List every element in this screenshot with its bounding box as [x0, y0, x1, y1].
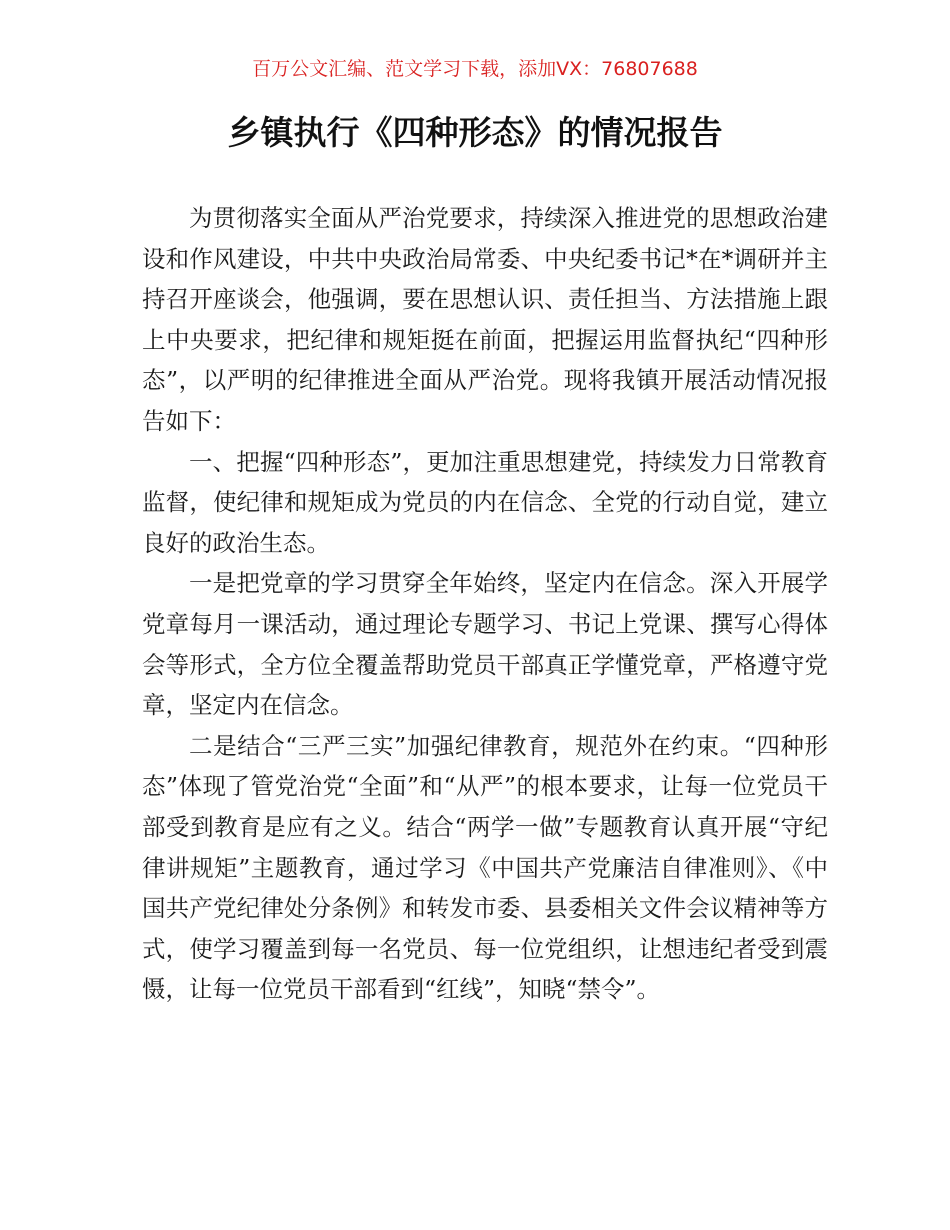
paragraph-section-one: 一、把握“四种形态”，更加注重思想建党，持续发力日常教育监督，使纪律和规矩成为党员的内在信念、全党的行动自觉，建立良好的政治生态。	[142, 447, 828, 557]
document-title: 乡镇执行《四种形态》的情况报告	[227, 113, 723, 152]
document-body	[142, 198, 828, 1010]
paragraph-item-two: 二是结合“三严三实”加强纪律教育，规范外在约束。“四种形态”体现了管党治党“全面”和“从严”的根本要求，让每一位党员干部受到教育是应有之义。结合“两学一做”专题教育认真开展“守纪律讲规矩”主题教育，通过学习《中国共产党廉洁自律准则》、《中国共产党纪律处分条例》和转发市委、县委相关文件会议精神等方式，使学习覆盖到每一名党员、每一位党组织，让想违纪者受到震慑，让每一位党员干部看到“红线”，知晓“禁令”。	[142, 731, 828, 1004]
header-watermark: 百万公文汇编、范文学习下载，添加VX：76807688	[252, 58, 698, 80]
paragraph-item-one: 一是把党章的学习贯穿全年始终，坚定内在信念。深入开展学党章每月一课活动，通过理论专题学习、书记上党课、撰写心得体会等形式，全方位全覆盖帮助党员干部真正学懂党章，严格遵守党章，坚定内在信念。	[142, 569, 828, 720]
paragraph-intro: 为贯彻落实全面从严治党要求，持续深入推进党的思想政治建设和作风建设，中共中央政治局常委、中央纪委书记*在*调研并主持召开座谈会，他强调，要在思想认识、责任担当、方法措施上跟上中央要求，把纪律和规矩挺在前面，把握运用监督执纪“四种形态”，以严明的纪律推进全面从严治党。现将我镇开展活动情况报告如下：	[142, 204, 828, 435]
